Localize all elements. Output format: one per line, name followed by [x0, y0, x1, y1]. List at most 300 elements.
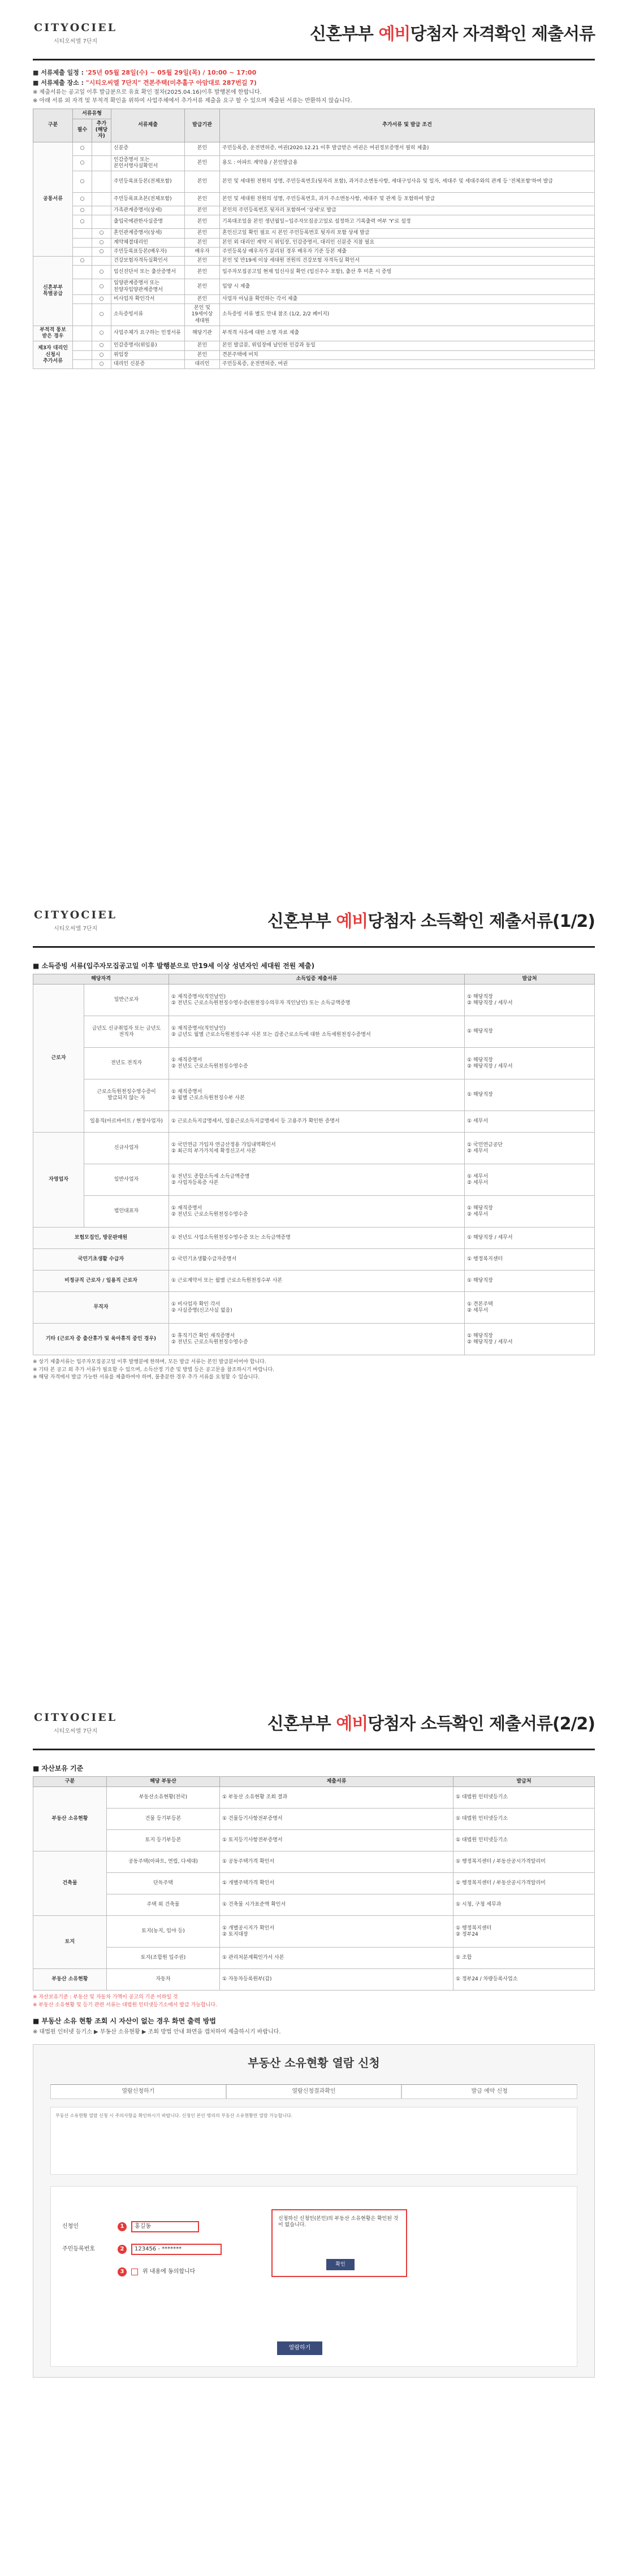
issuer-list: ① 시청, 구청 세무과	[453, 1894, 595, 1916]
screenshot-notice: 부동산 소유현황 열람 신청 시 주의사항을 확인하시기 바랍니다. 신청인 본인 명의의 부동산 소유현황만 열람 가능합니다.	[50, 2107, 577, 2175]
footnote: ※ 기타 본 공고 외 추가 서류가 필요할 수 있으며, 소득산정 기준 및 방법 등은 공고문을 참조하시기 바랍니다.	[33, 1367, 275, 1373]
table-row	[33, 1079, 595, 1111]
table-cell: 본인	[185, 206, 220, 215]
document-list: ① 재직증명서 ② 전년도 근로소득원천징수영수증	[169, 1196, 465, 1228]
id-row	[62, 2243, 222, 2256]
category-label: 무직자	[33, 1292, 169, 1324]
page-body	[33, 69, 595, 369]
table-row	[33, 1948, 595, 1969]
group-label: 공통서류	[33, 142, 73, 257]
logo-sub: 시티오씨엘 7단지	[53, 925, 98, 932]
section-title: ■ 자산보유 기준	[33, 1764, 84, 1772]
note-2: ※ 아래 서류 외 자격 및 부적격 확인을 위하여 사업주체에서 추가서류 제출을 요구 할 수 있으며 제출된 서류는 반환하지 않습니다.	[33, 98, 352, 104]
category-label: 건축물	[33, 1851, 107, 1916]
property-type: 건물 등기부등본	[107, 1809, 220, 1830]
table-cell: ○	[92, 229, 111, 238]
registry-screenshot	[33, 2044, 595, 2378]
divider	[33, 1749, 595, 1750]
schedule-info	[33, 69, 595, 77]
table-cell: 본인 및 19세이상 세대원	[185, 304, 220, 326]
table-cell: ○	[73, 215, 92, 229]
issuer-list: ① 정부24 / 차량등록사업소	[453, 1969, 595, 1990]
table-cell	[73, 341, 92, 350]
step-badge: 1	[118, 2222, 127, 2231]
table-cell: ○	[92, 350, 111, 359]
title-suffix: 당첨자 소득확인 제출서류(2/2)	[368, 1714, 595, 1734]
logo-sub: 시티오씨엘 7단지	[53, 1728, 98, 1734]
table-cell	[92, 193, 111, 206]
document-list: ① 국민연금 가입자 연금산정용 가입내역확인서 ② 최근의 부가가치세 확정신고서 사본	[169, 1133, 465, 1164]
check-row	[62, 2266, 195, 2278]
table-cell: 본인	[185, 171, 220, 193]
col-header: 추가서류 및 발급 조건	[220, 109, 595, 142]
col-subheader: 필수	[73, 119, 92, 142]
table-cell: 배우자	[185, 247, 220, 256]
notice-line: ※ 자산보유기준 : 부동산 및 자동차 가액이 공고의 기준 이하일 것	[33, 1994, 178, 2001]
table-row	[33, 1324, 595, 1355]
table-cell	[92, 206, 111, 215]
page-title	[310, 24, 595, 45]
table-cell: 부적격 사유에 대한 소명 자료 제출	[220, 326, 595, 341]
table-cell	[92, 215, 111, 229]
issuer-list: ① 세무서	[465, 1111, 595, 1133]
title-suffix: 당첨자 소득확인 제출서류(1/2)	[368, 912, 595, 931]
step-badge: 2	[118, 2245, 127, 2254]
table-row	[33, 142, 595, 155]
title-highlight: 예비	[336, 912, 368, 931]
issuer-list: ① 해당직장 ② 해당직장 / 세무서	[465, 1048, 595, 1079]
col-header: 발급처	[453, 1777, 595, 1787]
table-cell: ○	[92, 266, 111, 279]
issuer-list: ① 대법원 인터넷등기소	[453, 1809, 595, 1830]
table-cell: 출입국에관한사실증명	[111, 215, 185, 229]
table-row	[33, 1270, 595, 1292]
issuer-list: ① 대법원 인터넷등기소	[453, 1830, 595, 1851]
title-highlight: 예비	[378, 24, 411, 44]
eligibility-table	[33, 109, 595, 370]
table-cell: 본인 및 세대원 전원의 성명, 주민등록번호, 과거 주소변동사항, 세대주 및 관계 등 포함하여 발급	[220, 193, 595, 206]
agree-checkbox[interactable]	[131, 2269, 138, 2275]
table-cell: 입양 시 제출	[220, 279, 595, 295]
table-cell: 혼인관계증명서(상세)	[111, 229, 185, 238]
subcategory-label: 전년도 전직자	[84, 1048, 169, 1079]
table-cell: 인감증명서 또는 본인서명사실확인서	[111, 155, 185, 171]
subcategory-label: 근로소득원천징수영수증이 발급되지 않는 자	[84, 1079, 169, 1111]
table-row	[33, 1111, 595, 1133]
table-cell: 소득증빙서류	[111, 304, 185, 326]
table-cell: 소득증빙 서류 별도 안내 참조 (1/2, 2/2 페이지)	[220, 304, 595, 326]
table-cell: 주민등록표등본(전체포함)	[111, 171, 185, 193]
table-cell: 기록대조일을 본인 생년월일~입주자모집공고일로 설정하고 기록출력 여부 'Y'로 설정	[220, 215, 595, 229]
table-row	[33, 1916, 595, 1948]
screenshot-title: 부동산 소유현황 열람 신청	[248, 2055, 380, 2070]
document-list: ① 건물등기사항전부증명서	[220, 1809, 453, 1830]
table-cell	[73, 350, 92, 359]
name-input[interactable]: 홍길동	[131, 2221, 199, 2232]
table-cell: 사업자 아님을 확인하는 각서 제출	[220, 294, 595, 303]
table-cell: 인감증명서(위임용)	[111, 341, 185, 350]
col-header: 해당 부동산	[107, 1777, 220, 1787]
table-cell: 계약체결대리인	[111, 238, 185, 247]
table-row	[33, 238, 595, 247]
page-header	[0, 1690, 622, 1758]
table-cell	[73, 229, 92, 238]
document-list: ① 재직증명서(직인날인) ② 금년도 월별 근로소득원천징수부 사본 또는 갑종근로소득에 대한 소득세원천징수증명서	[169, 1016, 465, 1048]
issuer-list: ① 해당직장 / 세무서	[465, 1228, 595, 1249]
table-cell: 본인	[185, 229, 220, 238]
document-list: ① 개별공시지가 확인서 ② 토지대장	[220, 1916, 453, 1948]
table-cell: ○	[92, 341, 111, 350]
issuer-list: ① 견본주택 ② 세무서	[465, 1292, 595, 1324]
document-list: ① 토지등기사항전부증명서	[220, 1830, 453, 1851]
table-cell: 본인	[185, 142, 220, 155]
category-label: 토지	[33, 1916, 107, 1969]
schedule-value: '25년 05월 28일(수) ~ 05월 29일(목) / 10:00 ~ 17:00	[85, 69, 257, 76]
title-prefix: 신혼부부	[267, 1714, 336, 1734]
id-input[interactable]: 123456 - *******	[131, 2244, 222, 2255]
issuer-list: ① 해당직장 ② 해당직장 / 세무서	[465, 985, 595, 1016]
brand-logo	[34, 21, 117, 45]
document-list: ① 건축물 시가표준액 확인서	[220, 1894, 453, 1916]
property-type: 부동산소유현황(전국)	[107, 1787, 220, 1809]
page-title	[267, 1714, 595, 1735]
document-list: ① 재직증명서 ② 월별 근로소득원천징수부 사본	[169, 1079, 465, 1111]
col-header: 소득입증 제출서류	[169, 974, 465, 985]
group-label: 부적격 통보 받은 경우	[33, 326, 73, 341]
table-cell: ○	[73, 206, 92, 215]
place-value: "시티오씨엘 7단지" 견본주택(미추홀구 아암대로 287번길 7)	[85, 79, 257, 86]
title-prefix: 신혼부부	[309, 24, 379, 44]
title-highlight: 예비	[336, 1714, 368, 1734]
table-cell: 용도 : 아파트 계약용 / 본인발급용	[220, 155, 595, 171]
document-list: ① 전년도 종합소득세 소득금액증명 ② 사업자등록증 사본	[169, 1164, 465, 1196]
table-cell: 본인 외 대리인 계약 시 위임장, 인감증명서, 대리인 신분증 지참 필요	[220, 238, 595, 247]
table-row	[33, 155, 595, 171]
table-cell	[73, 294, 92, 303]
table-row	[33, 193, 595, 206]
table-row	[33, 266, 595, 279]
table-row	[33, 1228, 595, 1249]
issuer-list: ① 행정복지센터 / 부동산공시가격알리미	[453, 1873, 595, 1894]
table-cell: ○	[73, 171, 92, 193]
table-cell	[92, 142, 111, 155]
table-row	[33, 1830, 595, 1851]
table-row	[33, 1894, 595, 1916]
table-cell: 해당기관	[185, 326, 220, 341]
section-title: ■ 소득증빙 서류(입주자모집공고일 이후 발행분으로 만19세 이상 성년자인 세대원 전원 제출)	[33, 962, 315, 970]
col-header: 구분	[33, 1777, 107, 1787]
submit-button[interactable]: 열람하기	[277, 2341, 322, 2355]
page-header	[0, 887, 622, 955]
table-row	[33, 294, 595, 303]
table-cell: 견본주택에 비치	[220, 350, 595, 359]
category-label: 보험모집인, 방문판매원	[33, 1228, 169, 1249]
notice-line: ※ 부동산 소유현황 및 등기 관련 서류는 대법원 인터넷등기소에서 발급 가능합니다.	[33, 2002, 217, 2008]
col-header: 발급기관	[185, 109, 220, 142]
issuer-list: ① 조합	[453, 1948, 595, 1969]
name-row	[62, 2221, 199, 2233]
step-badge: 3	[118, 2267, 127, 2276]
col-header: 서류유형	[73, 109, 111, 119]
document-list: ① 전년도 사업소득원천징수영수증 또는 소득금액증명	[169, 1228, 465, 1249]
table-row	[33, 1196, 595, 1228]
id-label: 주민등록번호	[62, 2245, 95, 2252]
document-list: ① 국민기초생활수급자증명서	[169, 1249, 465, 1270]
table-cell: 본인	[185, 257, 220, 266]
table-row	[33, 215, 595, 229]
divider	[33, 946, 595, 948]
table-cell: 본인	[185, 215, 220, 229]
logo-text: CITYOCIEL	[34, 909, 118, 921]
table-cell	[73, 359, 92, 368]
document-list: ① 부동산 소유현황 조회 결과	[220, 1787, 453, 1809]
table-row	[33, 304, 595, 326]
table-cell: ○	[92, 238, 111, 247]
table-cell: ○	[92, 279, 111, 295]
issuer-list: ① 행정복지센터	[465, 1249, 595, 1270]
category-label: 근로자	[33, 985, 84, 1133]
tab-reserve[interactable]: 발급 예약 신청	[401, 2085, 577, 2099]
col-header: 제출서류	[220, 1777, 453, 1787]
table-cell: 본인	[185, 279, 220, 295]
table-row	[33, 1873, 595, 1894]
table-row	[33, 326, 595, 341]
tab-result[interactable]: 열람신청결과확인	[226, 2085, 402, 2099]
table-cell: 위임장	[111, 350, 185, 359]
issuer-list: ① 세무서 ② 세무서	[465, 1164, 595, 1196]
table-row	[33, 1133, 595, 1164]
footnote: ※ 상기 제출서류는 입주자모집공고일 이후 발행분에 한하며, 모든 발급 서류는 본인 발급분이어야 합니다.	[33, 1359, 266, 1365]
table-cell: 본인	[185, 350, 220, 359]
col-subheader: 추가(해당자)	[92, 119, 111, 142]
category-label: 비정규직 근로자 / 일용직 근로자	[33, 1270, 169, 1292]
table-cell: 신분증	[111, 142, 185, 155]
table-cell: 주민등록증, 운전면허증, 여권(2020.12.21 이후 발급받은 여권은 여권정보증명서 필히 제출)	[220, 142, 595, 155]
divider	[33, 59, 595, 60]
popup-message: 신청하신 신청인(본인)의 부동산 소유현황은 확인된 것이 없습니다.	[278, 2215, 399, 2228]
table-cell: 혼인신고일 확인 필요 시 본인 주민등록번호 뒷자리 포함 상세 발급	[220, 229, 595, 238]
document-list: ① 관리처분계획인가서 사본	[220, 1948, 453, 1969]
col-header: 구분	[33, 109, 73, 142]
place-label: ■ 서류제출 장소 :	[33, 79, 86, 86]
table-body	[33, 985, 595, 1355]
logo-text: CITYOCIEL	[34, 1711, 118, 1724]
table-cell	[73, 304, 92, 326]
issuer-list: ① 해당직장 ② 해당직장 / 세무서	[465, 1324, 595, 1355]
issuer-list: ① 해당직장	[465, 1270, 595, 1292]
group-label: 신혼부부 특별공급	[33, 257, 73, 326]
table-row	[33, 1851, 595, 1873]
table-cell: ○	[73, 155, 92, 171]
table-cell: 대리인	[185, 359, 220, 368]
table-cell: 본인 및 세대원 전원의 성명, 주민등록번호(뒷자리 포함), 과거주소변동사항, 세대구성사유 및 일자, 세대주 및 세대주와의 관계 등 '전체포함'하여 발급	[220, 171, 595, 193]
table-cell: 주민등록증, 운전면허증, 여권	[220, 359, 595, 368]
table-cell: 입주자모집공고일 현재 임신사실 확인 (임신주수 포함), 출산 후 미혼 시 증빙	[220, 266, 595, 279]
table-row	[33, 247, 595, 256]
notice-lines	[33, 1994, 595, 2009]
table-cell: ○	[92, 294, 111, 303]
property-type: 공동주택(아파트, 연립, 다세대)	[107, 1851, 220, 1873]
name-label: 신청인	[62, 2223, 79, 2230]
property-type: 주택 외 건축물	[107, 1894, 220, 1916]
page-income-1	[0, 887, 622, 1690]
logo-text: CITYOCIEL	[34, 21, 118, 34]
brand-logo	[34, 909, 117, 933]
place-info	[33, 79, 595, 87]
issuer-list: ① 해당직장	[465, 1016, 595, 1048]
table-body	[33, 1787, 595, 1990]
table-row	[33, 171, 595, 193]
table-cell: 임신진단서 또는 출산증명서	[111, 266, 185, 279]
category-label: 부동산 소유현황	[33, 1787, 107, 1851]
table-cell: 주민등록표등본(배우자)	[111, 247, 185, 256]
table-cell: 본인	[185, 341, 220, 350]
table-row	[33, 350, 595, 359]
group-label: 제3자 대리인 신청시 추가서류	[33, 341, 73, 369]
subcategory-label: 일반사업자	[84, 1164, 169, 1196]
table-row	[33, 985, 595, 1016]
title-prefix: 신혼부부	[267, 912, 336, 931]
table-cell: 주민등록표초본(전체포함)	[111, 193, 185, 206]
table-row	[33, 1016, 595, 1048]
table-cell: 본인	[185, 193, 220, 206]
table-cell: 비사업자 확인각서	[111, 294, 185, 303]
page-title	[267, 911, 595, 933]
table-cell: ○	[92, 359, 111, 368]
table-cell: ○	[73, 142, 92, 155]
title-suffix: 당첨자 자격확인 제출서류	[410, 24, 595, 44]
table-row	[33, 279, 595, 295]
table-row	[33, 1969, 595, 1990]
issuer-list: ① 대법원 인터넷등기소	[453, 1787, 595, 1809]
document-list: ① 개별주택가격 확인서	[220, 1873, 453, 1894]
col-header: 해당자격	[33, 974, 169, 985]
table-row	[33, 341, 595, 350]
table-cell: 본인의 주민등록번호 뒷자리 포함하여 '상세'로 발급	[220, 206, 595, 215]
logo-sub: 시티오씨엘 7단지	[53, 38, 98, 45]
table-cell: ○	[73, 193, 92, 206]
table-cell	[73, 279, 92, 295]
schedule-label: ■ 서류제출 일정 :	[33, 69, 86, 76]
table-cell: 대리인 신분증	[111, 359, 185, 368]
screenshot-tabs	[50, 2084, 577, 2099]
note-1: ※ 제출서류는 공고일 이후 발급분으로 유효 확인 절차(2025.04.16)이후 발행본에 한합니다.	[33, 89, 262, 96]
issuer-list: ① 행정복지센터 / 부동산공시가격알리미	[453, 1851, 595, 1873]
document-list: ① 재직증명서(직인날인) ② 전년도 근로소득원천징수영수증(원천징수의무자 직인날인) 또는 소득금액증명	[169, 985, 465, 1016]
popup-confirm-button[interactable]: 확인	[326, 2259, 355, 2270]
table-cell	[92, 171, 111, 193]
table-row	[33, 1809, 595, 1830]
agree-label: 위 내용에 동의합니다	[142, 2268, 196, 2275]
table-cell: 본인	[185, 266, 220, 279]
category-label: 자영업자	[33, 1133, 84, 1228]
table-row	[33, 1292, 595, 1324]
guide-title: ■ 부동산 소유 현황 조회 시 자산이 없는 경우 화면 출력 방법	[33, 2017, 216, 2026]
table-cell	[92, 155, 111, 171]
document-list: ① 근로소득지급명세서, 일용근로소득지급명세서 등 고용주가 확인한 증명서	[169, 1111, 465, 1133]
table-body	[33, 142, 595, 369]
result-popup	[271, 2209, 407, 2277]
table-cell	[73, 266, 92, 279]
subcategory-label: 금년도 신규취업자 또는 금년도 전직자	[84, 1016, 169, 1048]
table-cell	[92, 257, 111, 266]
document-list: ① 비사업자 확인 각서 ② 사실증명(신고사실 없음)	[169, 1292, 465, 1324]
table-cell: 본인 및 만19세 이상 세대원 전원의 건강보험 자격득실 확인서	[220, 257, 595, 266]
property-type: 토지(농지, 임야 등)	[107, 1916, 220, 1948]
subcategory-label: 신규사업자	[84, 1133, 169, 1164]
table-row	[33, 206, 595, 215]
subcategory-label: 일반근로자	[84, 985, 169, 1016]
table-cell: ○	[92, 304, 111, 326]
document-list: ① 근로계약서 또는 월별 근로소득원천징수부 사본	[169, 1270, 465, 1292]
applicant-form	[50, 2186, 577, 2367]
subcategory-label: 일용직(아르바이트 / 현장사업자)	[84, 1111, 169, 1133]
document-list: ① 휴직기간 확인 재직증명서 ② 전년도 근로소득원천징수영수증	[169, 1324, 465, 1355]
category-label: 국민기초생활 수급자	[33, 1249, 169, 1270]
table-row	[33, 359, 595, 368]
table-cell: 본인	[185, 155, 220, 171]
table-row	[33, 1164, 595, 1196]
footnotes	[33, 1359, 595, 1382]
category-label: 기타 (근로자 중 출산휴가 및 육아휴직 중인 경우)	[33, 1324, 169, 1355]
issuer-list: ① 국민연금공단 ② 세무서	[465, 1133, 595, 1164]
table-cell	[73, 326, 92, 341]
table-cell: 본인	[185, 294, 220, 303]
guide-subtitle: ※ 대법원 인터넷 등기소 ▶ 부동산 소유현황 ▶ 조회 방법 안내 화면을 캡처하여 제출하시기 바랍니다.	[33, 2029, 281, 2036]
table-row	[33, 1048, 595, 1079]
document-list: ① 재직증명서 ② 전년도 근로소득원천징수영수증	[169, 1048, 465, 1079]
col-header: 서류제출	[111, 109, 185, 142]
property-type: 토지 등기부등본	[107, 1830, 220, 1851]
asset-table	[33, 1776, 595, 1990]
page-body	[33, 1759, 595, 2378]
property-type: 단독주택	[107, 1873, 220, 1894]
category-label: 부동산 소유현황	[33, 1969, 107, 1990]
table-cell: 주민등록상 배우자가 분리된 경우 배우자 기준 등본 제출	[220, 247, 595, 256]
table-cell: ○	[92, 326, 111, 341]
page-header	[0, 0, 622, 68]
table-cell: ○	[73, 257, 92, 266]
issuer-list: ① 해당직장	[465, 1079, 595, 1111]
table-cell	[73, 247, 92, 256]
property-type: 자동차	[107, 1969, 220, 1990]
footnote: ※ 해당 자격에서 발급 가능한 서류를 제출하여야 하며, 불충분한 경우 추가 서류를 요청할 수 있습니다.	[33, 1374, 260, 1381]
table-cell: ○	[92, 247, 111, 256]
brand-logo	[34, 1711, 117, 1735]
subcategory-label: 법인대표자	[84, 1196, 169, 1228]
table-cell: 사업주체가 요구하는 인정서류	[111, 326, 185, 341]
issuer-list: ① 해당직장 ② 세무서	[465, 1196, 595, 1228]
col-header: 발급처	[465, 974, 595, 985]
property-type: 토지(조합원 입주권)	[107, 1948, 220, 1969]
table-cell: 입양관계증명서 또는 친양자입양관계증명서	[111, 279, 185, 295]
issuer-list: ① 행정복지센터 ② 정부24	[453, 1916, 595, 1948]
page-body	[33, 956, 595, 1382]
table-row	[33, 257, 595, 266]
tab-apply[interactable]: 열람신청하기	[50, 2085, 226, 2099]
table-cell: 가족관계증명서(상세)	[111, 206, 185, 215]
table-row	[33, 1249, 595, 1270]
document-list: ① 자동차등록원부(갑)	[220, 1969, 453, 1990]
table-cell: 본인 발급분, 위임장에 날인한 인감과 동일	[220, 341, 595, 350]
document-list: ① 공동주택가격 확인서	[220, 1851, 453, 1873]
table-cell	[73, 238, 92, 247]
table-cell: 건강보험자격득실확인서	[111, 257, 185, 266]
income-table	[33, 974, 595, 1355]
table-cell: 본인	[185, 238, 220, 247]
table-row	[33, 1787, 595, 1809]
page-eligibility	[0, 0, 622, 887]
